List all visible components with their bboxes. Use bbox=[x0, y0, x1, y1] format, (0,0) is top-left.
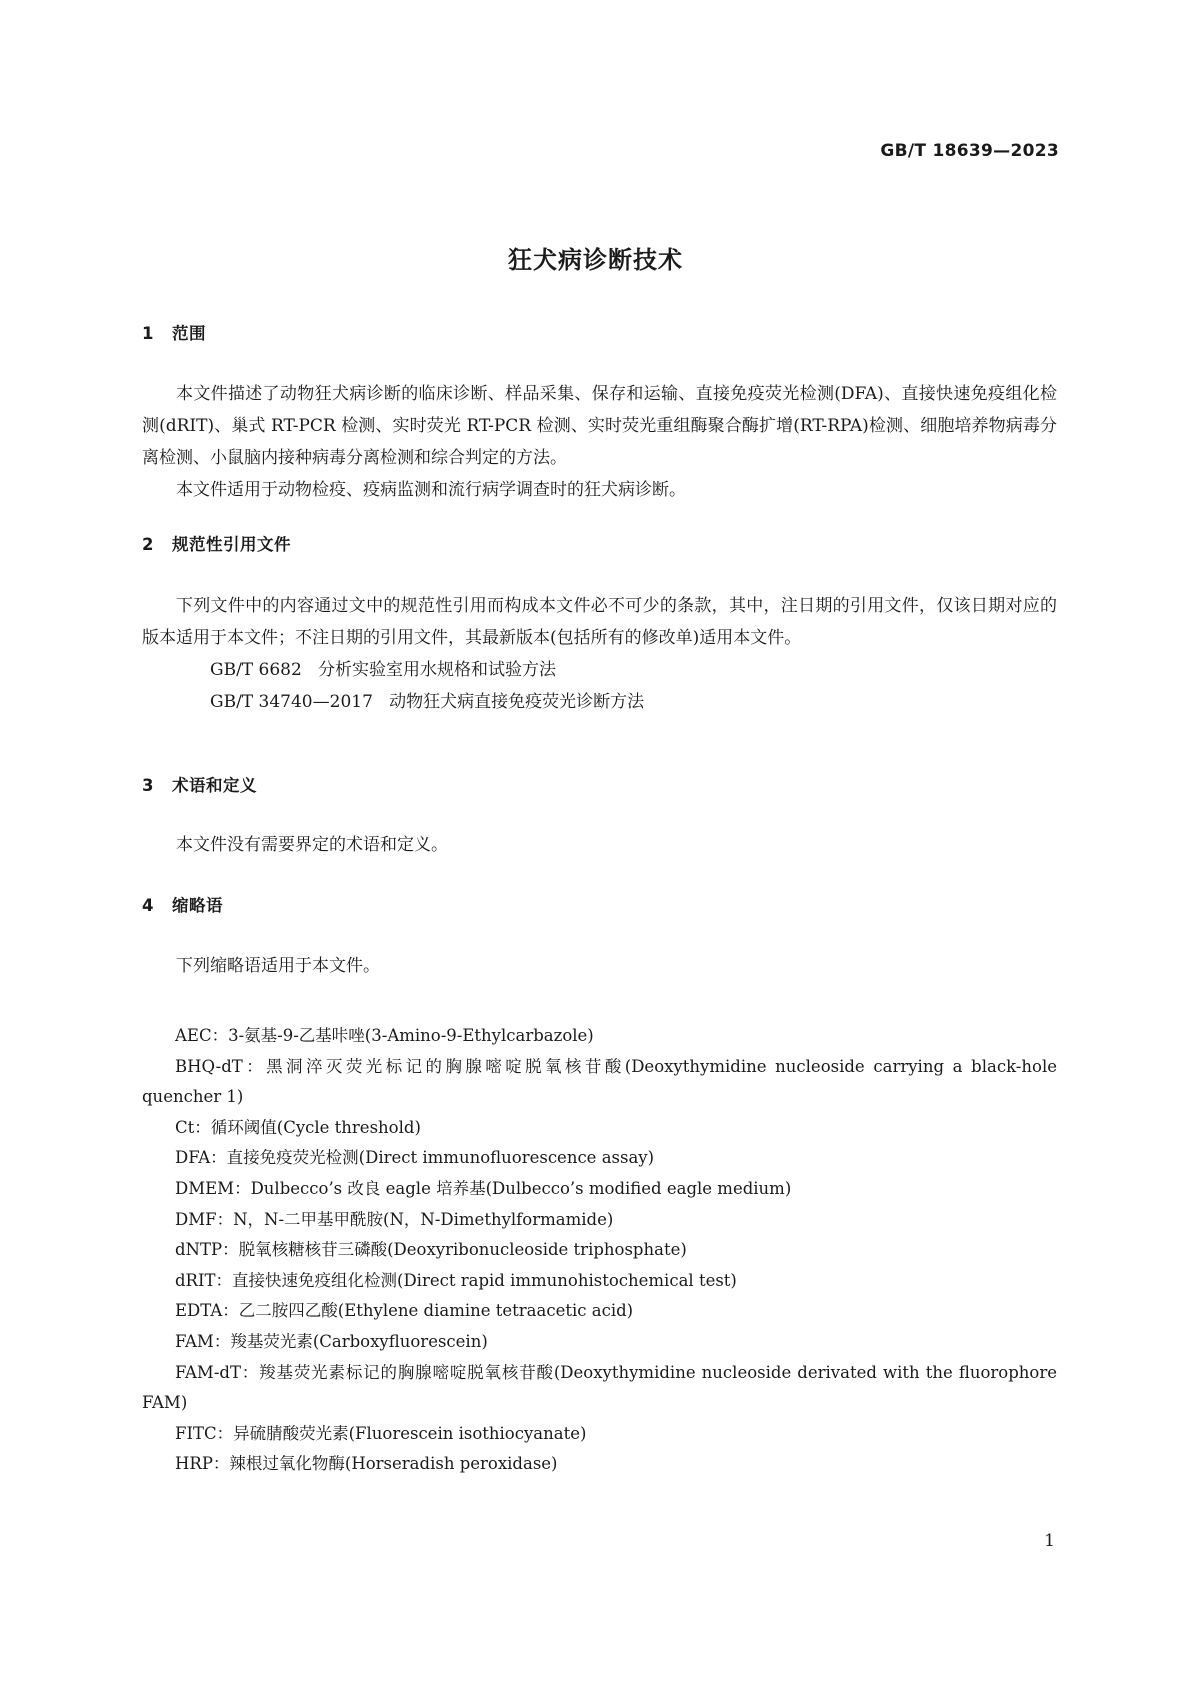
section-number: 3 bbox=[142, 776, 154, 795]
section-title: 范围 bbox=[172, 324, 206, 343]
reference-item: GB/T 34740—2017 动物狂犬病直接免疫荧光诊断方法 bbox=[210, 692, 645, 712]
section-4-intro bbox=[142, 950, 1057, 982]
page-number: 1 bbox=[1044, 1531, 1055, 1551]
abbreviation-item: FAM：羧基荧光素(Carboxyfluorescein) bbox=[175, 1331, 488, 1351]
section-2-heading bbox=[142, 533, 291, 557]
paragraph: 本文件适用于动物检疫、疫病监测和流行病学调查时的狂犬病诊断。 bbox=[176, 480, 686, 500]
abbreviation-item: DMEM：Dulbecco’s 改良 eagle 培养基(Dulbecco’s modified eagle medium) bbox=[175, 1178, 792, 1198]
abbreviation-item: EDTA：乙二胺四乙酸(Ethylene diamine tetraacetic acid) bbox=[175, 1301, 634, 1321]
section-title: 缩略语 bbox=[172, 896, 223, 915]
section-title: 规范性引用文件 bbox=[172, 535, 291, 554]
abbreviation-item: AEC：3-氨基-9-乙基咔唑(3-Amino-9-Ethylcarbazole) bbox=[175, 1026, 594, 1045]
paragraph: 本文件没有需要界定的术语和定义。 bbox=[176, 835, 448, 855]
document-title: 狂犬病诊断技术 bbox=[508, 246, 683, 274]
abbreviation-item: dRIT：直接快速免疫组化检测(Direct rapid immunohistochemical test) bbox=[175, 1270, 737, 1290]
abbreviation-item: FITC：异硫腈酸荧光素(Fluorescein isothiocyanate) bbox=[175, 1423, 587, 1443]
section-1-heading bbox=[142, 322, 206, 346]
abbreviation-item: DMF：N，N-二甲基甲酰胺(N，N-Dimethylformamide) bbox=[175, 1209, 614, 1229]
abbreviation-list bbox=[142, 1021, 1057, 1480]
section-3-body bbox=[142, 829, 1057, 861]
abbreviation-item: dNTP：脱氧核糖核苷三磷酸(Deoxyribonucleoside triphosphate) bbox=[175, 1240, 687, 1260]
section-1-body bbox=[142, 378, 1057, 506]
section-number: 2 bbox=[142, 535, 154, 554]
section-title: 术语和定义 bbox=[172, 776, 257, 795]
section-3-heading bbox=[142, 774, 257, 798]
standard-code: GB/T 18639—2023 bbox=[880, 141, 1059, 161]
abbreviation-item: HRP：辣根过氧化物酶(Horseradish peroxidase) bbox=[175, 1454, 558, 1474]
reference-item: GB/T 6682 分析实验室用水规格和试验方法 bbox=[210, 660, 557, 680]
abbreviation-item: Ct：循环阈值(Cycle threshold) bbox=[175, 1117, 421, 1137]
section-2-body bbox=[142, 590, 1057, 718]
section-number: 1 bbox=[142, 324, 154, 343]
section-number: 4 bbox=[142, 896, 154, 915]
abbreviation-item: DFA：直接免疫荧光检测(Direct immunofluorescence assay) bbox=[175, 1148, 655, 1168]
paragraph: 本文件描述了动物狂犬病诊断的临床诊断、样品采集、保存和运输、直接免疫荧光检测(DFA)、直接快速免疫组化检测(dRIT)、巢式 RT-PCR 检测、实时荧光 RT-PCR 检测、实时荧光重组酶聚合酶扩增(RT-RPA)检测、细胞培养物病毒分离检测、小鼠脑内接种病毒分离检测和综合判定的方法。 bbox=[142, 384, 1057, 468]
paragraph: 下列缩略语适用于本文件。 bbox=[176, 956, 380, 976]
abbreviation-item: BHQ-dT：黑洞淬灭荧光标记的胸腺嘧啶脱氧核苷酸(Deoxythymidine nucleoside carrying a black-hole quencher 1) bbox=[142, 1056, 1057, 1107]
paragraph: 下列文件中的内容通过文中的规范性引用而构成本文件必不可少的条款，其中，注日期的引用文件，仅该日期对应的版本适用于本文件；不注日期的引用文件，其最新版本(包括所有的修改单)适用本文件。 bbox=[142, 596, 1057, 648]
section-4-heading bbox=[142, 894, 223, 918]
abbreviation-item: FAM-dT：羧基荧光素标记的胸腺嘧啶脱氧核苷酸(Deoxythymidine nucleoside derivated with the fluorophore FAM) bbox=[142, 1362, 1057, 1413]
